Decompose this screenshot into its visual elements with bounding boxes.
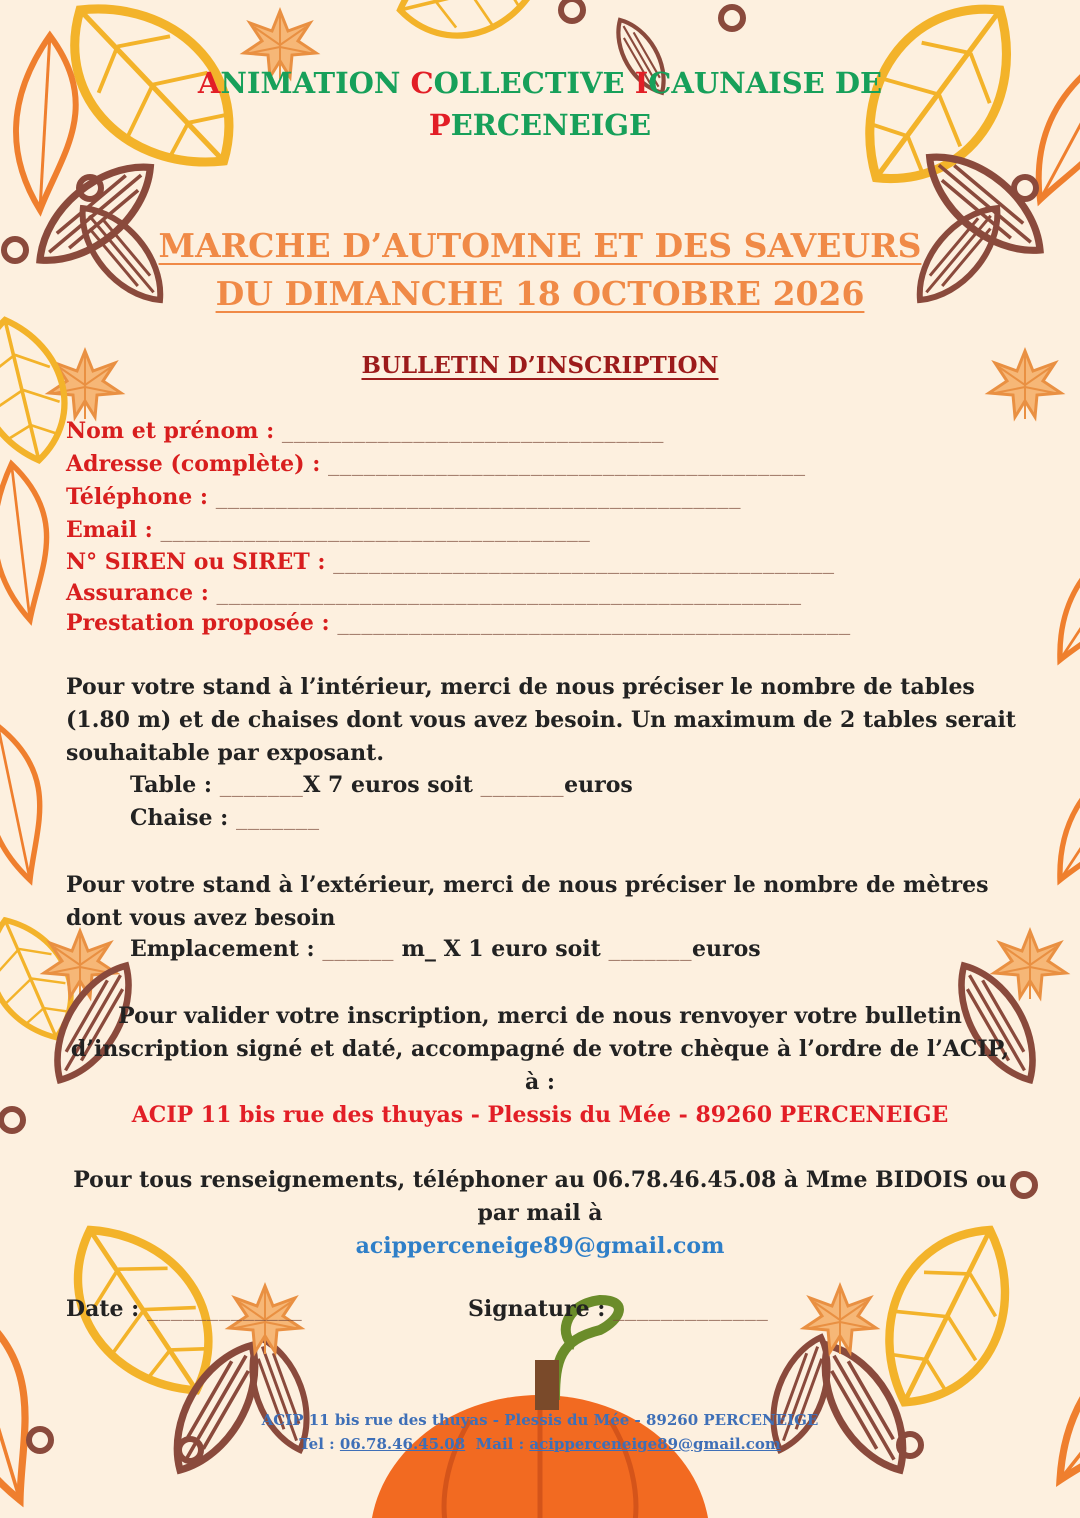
event-title: [0, 222, 1080, 318]
date-field[interactable]: Date : _____________: [66, 1296, 303, 1322]
validation-block: [0, 1000, 1080, 1132]
acip-address: ACIP 11 bis rue des thuyas - Plessis du Mée - 89260 PERCENEIGE: [131, 1102, 949, 1128]
event-title-line2: DU DIMANCHE 18 OCTOBRE 2026: [215, 274, 865, 313]
contact-block: [0, 1164, 1080, 1263]
contact-line2: par mail à: [477, 1200, 603, 1226]
field-service[interactable]: Prestation proposée : ___________________________________________: [66, 610, 851, 636]
event-title-line1: MARCHE D’AUTOMNE ET DES SAVEURS: [158, 226, 922, 265]
footer-phone-link[interactable]: 06.78.46.45.08: [339, 1435, 466, 1453]
footer-mail-link[interactable]: acipperceneige89@gmail.com: [529, 1435, 781, 1453]
contact-email-link[interactable]: acipperceneige89@gmail.com: [355, 1233, 725, 1259]
field-phone[interactable]: Téléphone : ____________________________________________: [66, 484, 742, 510]
footer-address: ACIP 11 bis rue des thuyas - Plessis du Mée - 89260 PERCENEIGE: [261, 1411, 819, 1429]
field-email[interactable]: Email : ____________________________________: [66, 517, 591, 543]
field-name[interactable]: Nom et prénom : ________________________________: [66, 418, 664, 444]
bulletin-title: BULLETIN D’INSCRIPTION: [361, 352, 719, 379]
interior-stand-text: Pour votre stand à l’intérieur, merci de nous préciser le nombre de tables (1.80 m) et de chaises dont vous avez besoin. Un maximum de 2 tables serait souhaitable par exposant.: [66, 674, 1016, 766]
field-siren[interactable]: N° SIREN ou SIRET : __________________________________________: [66, 549, 835, 575]
chair-line[interactable]: Chaise : _______: [130, 805, 320, 831]
exterior-stand-text: Pour votre stand à l’extérieur, merci de nous préciser le nombre de mètres dont vous avez besoin: [66, 872, 989, 931]
footer: [0, 1408, 1080, 1456]
contact-line1: Pour tous renseignements, téléphoner au 06.78.46.45.08 à Mme BIDOIS ou: [73, 1167, 1007, 1193]
table-line[interactable]: Table : _______X 7 euros soit _______euros: [130, 772, 633, 798]
organization-title-line1: ANIMATION COLLECTIVE ICAUNAISE DE: [197, 66, 883, 100]
validation-line1: Pour valider votre inscription, merci de nous renvoyer votre bulletin: [118, 1003, 962, 1029]
organization-title: [0, 62, 1080, 146]
signature-field[interactable]: Signature : _____________: [468, 1296, 769, 1322]
footer-contact: Tel : 06.78.46.45.08 Mail : acipperceneige89@gmail.com: [299, 1435, 781, 1453]
organization-title-line2: PERCENEIGE: [428, 108, 652, 142]
validation-line3: à :: [524, 1069, 556, 1095]
field-insurance[interactable]: Assurance : _________________________________________________: [66, 580, 802, 606]
validation-line2: d’inscription signé et daté, accompagné de votre chèque à l’ordre de l’ACIP,: [70, 1036, 1010, 1062]
location-line[interactable]: Emplacement : ______ m_ X 1 euro soit _______euros: [130, 936, 761, 962]
field-address[interactable]: Adresse (complète) : ________________________________________: [66, 451, 806, 477]
